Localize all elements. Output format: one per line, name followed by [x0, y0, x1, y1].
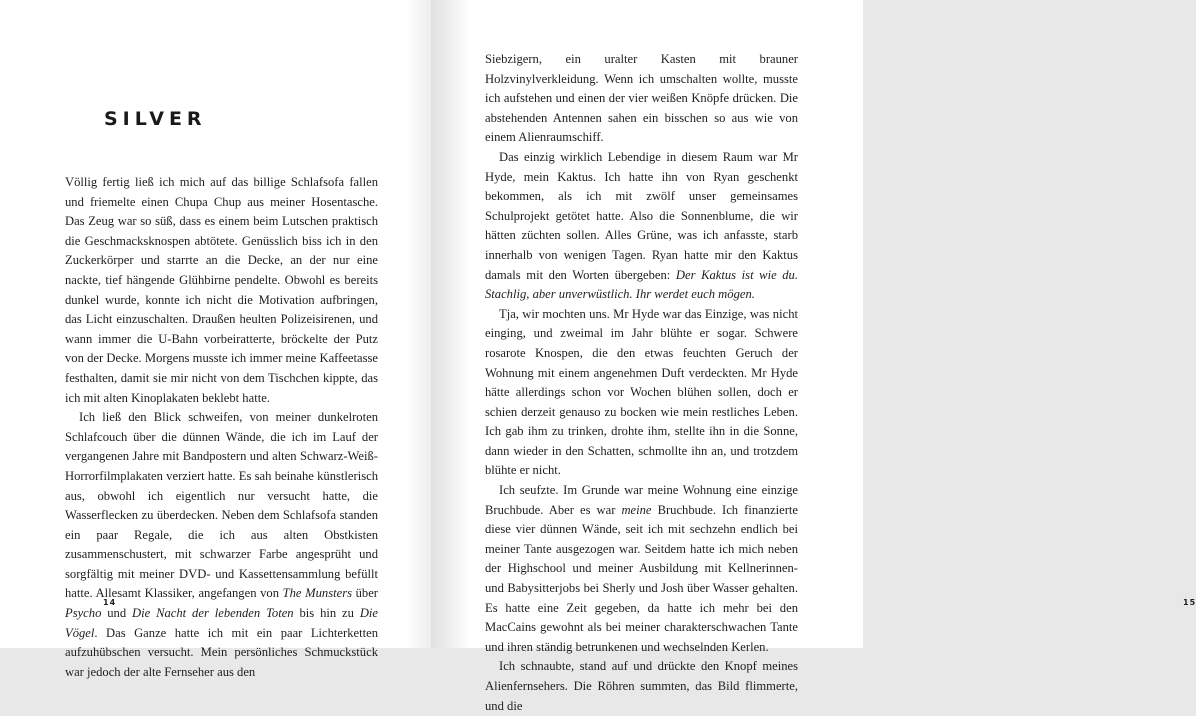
text-run: Ich seufzte. Im Grunde war meine Wohnung eine einzige Bruchbude. Aber es war [485, 483, 798, 517]
text-run: Ich ließ den Blick schweifen, von meiner dunkelroten Schlafcouch über die dünnen Wände, die ich im Lauf der vergangenen Jahre mit Bandpostern und alten Schwarz-Weiß-Horrorfilmplakaten verziert hatte. Es sah beinahe künstlerisch aus, obwohl ich eigentlich nur versucht hatte, die Wasserflecken zu überdecken. Neben dem Schlafsofa standen ein paar Regale, die ich aus alten Obstkisten zusammenschustert, mit schwarzer Farbe angesprüht und sorgfältig mit meiner DVD- und Kassettensammlung befüllt hatte. Allesamt Klassiker, angefangen von [65, 410, 378, 601]
paragraph: Siebzigern, ein uralter Kasten mit brauner Holzvinylverkleidung. Wenn ich umschalten wollte, musste ich aufstehen und einen der vier weißen Knöpfe drücken. Die abstehenden Antennen sahen ein bisschen so aus wie von einem Alienraumschiff. [485, 52, 798, 145]
film-title: The Munsters [282, 586, 352, 601]
film-title: Psycho [65, 606, 102, 621]
left-page [0, 0, 431, 679]
paragraph: Tja, wir mochten uns. Mr Hyde war das Einzige, was nicht einging, und zweimal im Jahr blühte er sogar. Schwere rosarote Knospen, die den etwas feuchten Geruch der Wohnung mit einem angenehmen Duft verdeckten. Mr Hyde hätte allerdings schon vor Wochen blühen sollen, doch er schien derzeit genauso zu bocken wie mein restliches Leben. Ich gab ihm zu trinken, drohte ihm, stellte ihn in die Sonne, dann wieder in den Schatten, schmollte ihn an, und trotzdem blühte er nicht. [485, 306, 798, 478]
paragraph: Ich schnaubte, stand auf und drückte den Knopf meines Alienfernsehers. Die Röhren summten, das Bild flimmerte, und die [485, 659, 798, 713]
text-run: bis hin zu [293, 606, 360, 621]
paragraph [485, 481, 798, 657]
text-run: und [101, 606, 133, 621]
page-number: 15 [1183, 598, 1196, 607]
paragraph [65, 408, 378, 682]
text-run: Bruchbude. Ich finanzierte diese vier dünnen Wände, seit ich mit sechzehn endlich bei meiner Tante ausgezogen war. Seitdem hatte ich mich neben der Highschool und meiner Ausbildung mit Kellnerinnen- und Babysitterjobs bei Sherly und Josh über Wasser gehalten. Es hatte eine Zeit gegeben, da hatte ich mehr bei den MacCains gewohnt als bei meiner charakterschwachen Tante und ihren ständig betrunkenen und wechselnden Kerlen. [485, 502, 798, 654]
right-page-text [485, 50, 798, 716]
film-title: Die Nacht der lebenden Toten [132, 606, 294, 621]
emphasis: meine [621, 502, 652, 517]
film-title: Die Vögel [65, 606, 378, 640]
chapter-title: SILVER [104, 108, 207, 130]
paragraph [485, 148, 798, 305]
text-run: über [352, 586, 378, 601]
page-number: 14 [103, 598, 117, 607]
text-run: Das einzig wirklich Lebendige in diesem Raum war Mr Hyde, mein Kaktus. Ich hatte ihn von Ryan geschenkt bekommen, als ich mit zwölf unser gemeinsames Schulprojekt getötet hatte. Also die Sonnenblume, die wir hätten züchten sollen. Alles Grüne, was ich anfasste, starb innerhalb von wenigen Tagen. Ryan hatte mir den Kaktus damals mit den Worten übergeben: [485, 149, 798, 282]
paragraph: Völlig fertig ließ ich mich auf das billige Schlafsofa fallen und friemelte einen Chupa Chup aus meiner Hosentasche. Das Zeug war so süß, dass es einem beim Lutschen praktisch die Geschmacksknospen abtötete. Genüsslich biss ich in den Zuckerkörper und starrte an die Decke, an der nur eine nackte, tief hängende Glühbirne pendelte. Obwohl es bereits dunkel wurde, konnte ich nicht die Motivation aufbringen, das Licht einzuschalten. Draußen heulten Polizeisirenen, und wann immer die U-Bahn vorbeiratterte, bröckelte der Putz von der Decke. Morgens musste ich immer meine Kaffeetasse festhalten, damit sie mir nicht von dem Tischchen kippte, das ich mit alten Kinoplakaten beklebt hatte. [65, 175, 378, 405]
quote: Der Kaktus ist wie du. Stachlig, aber unverwüstlich. Ihr werdet euch mögen. [485, 267, 799, 302]
text-run: . Das Ganze hatte ich mit ein paar Lichterketten aufzuhübschen versucht. Mein persönliches Schmuckstück war jedoch der alte Fernseher aus den [65, 625, 378, 679]
